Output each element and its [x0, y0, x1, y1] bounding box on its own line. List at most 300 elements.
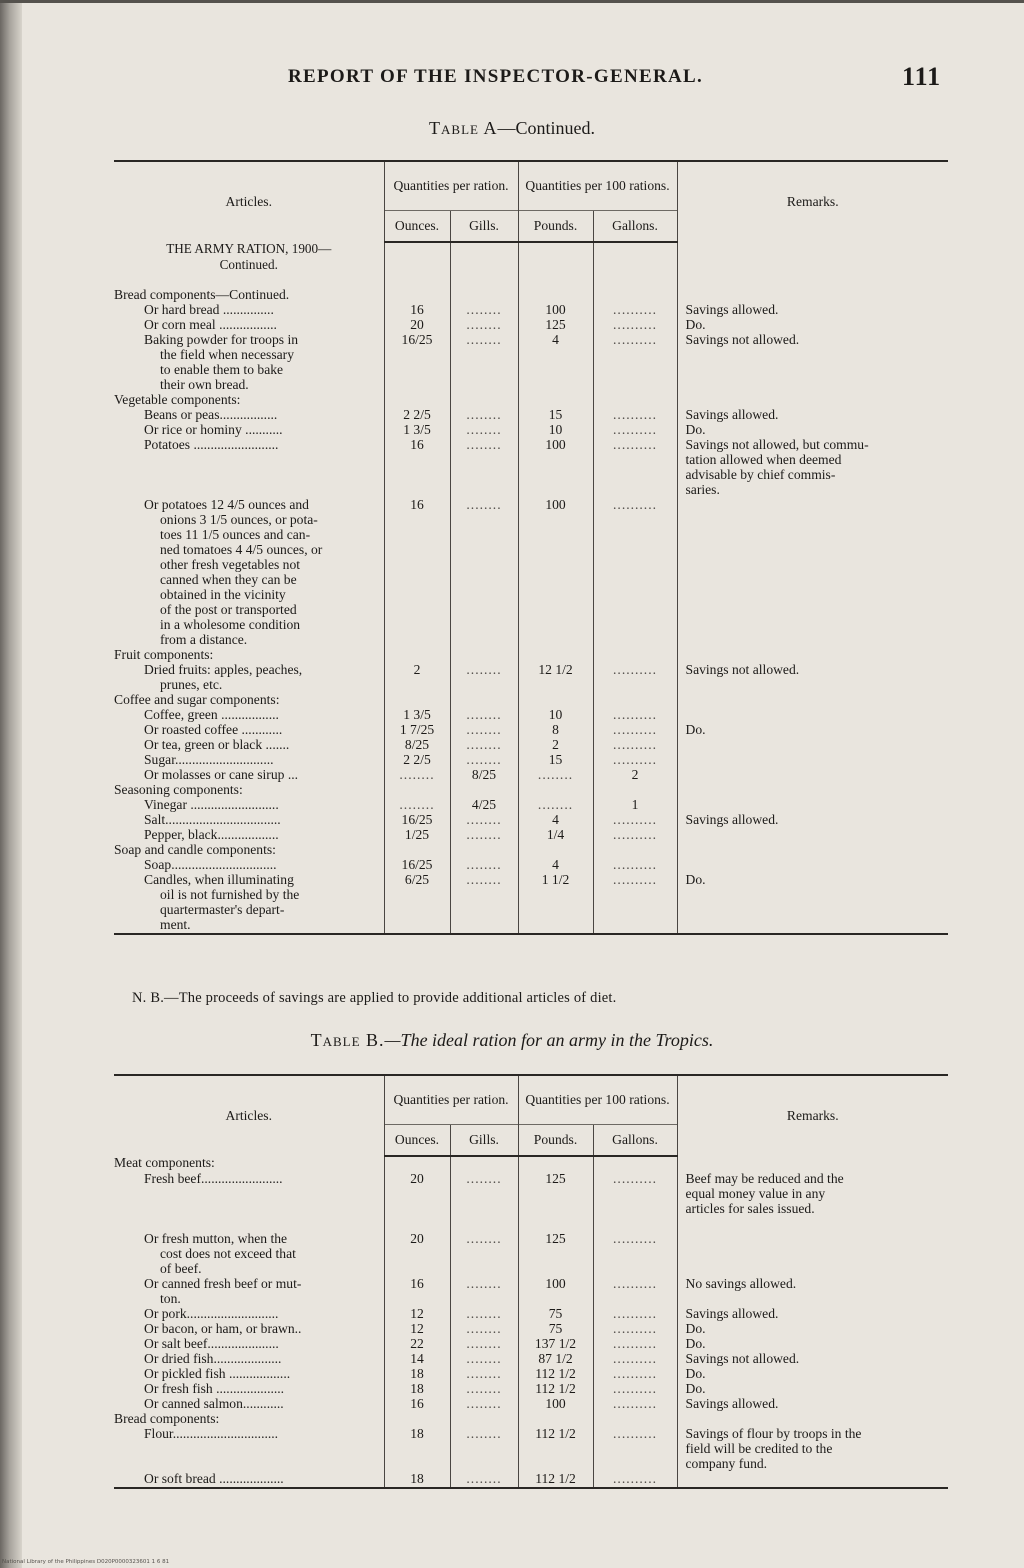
- running-title: REPORT OF THE INSPECTOR-GENERAL.: [288, 66, 704, 87]
- ounces-cell: 20: [384, 318, 450, 333]
- remarks-cell: [677, 648, 948, 663]
- gallons-cell: [593, 918, 677, 934]
- ounces-cell: 16/25: [384, 858, 450, 873]
- table-row: [114, 1262, 948, 1277]
- article-cell: [114, 273, 384, 288]
- gills-cell: [450, 393, 518, 408]
- gills-cell: ........: [450, 498, 518, 513]
- pounds-cell: [518, 693, 593, 708]
- gills-cell: ........: [450, 663, 518, 678]
- gills-cell: [450, 573, 518, 588]
- ounces-cell: 18: [384, 1367, 450, 1382]
- pounds-cell: [518, 1292, 593, 1307]
- remarks-cell: [677, 1232, 948, 1247]
- gallons-cell: ..........: [593, 1427, 677, 1442]
- ounces-cell: [384, 633, 450, 648]
- table-b-header-remarks: Remarks.: [677, 1075, 948, 1156]
- gills-cell: ........: [450, 1277, 518, 1292]
- article-cell: Continued.: [219, 257, 278, 272]
- gills-cell: ........: [450, 753, 518, 768]
- remarks-cell: [677, 588, 948, 603]
- table-b-header-gills: Gills.: [450, 1125, 518, 1157]
- ounces-cell: [384, 603, 450, 618]
- table-row: [114, 723, 948, 738]
- ounces-cell: [384, 903, 450, 918]
- table-a-header-ounces: Ounces.: [384, 211, 450, 243]
- remarks-cell: company fund.: [677, 1457, 948, 1472]
- pounds-cell: 112 1/2: [518, 1427, 593, 1442]
- remarks-cell: [677, 1472, 948, 1488]
- article-cell: of beef.: [160, 1261, 202, 1276]
- remarks-cell: [677, 273, 948, 288]
- gallons-cell: [593, 903, 677, 918]
- pounds-cell: 100: [518, 438, 593, 453]
- gills-cell: ........: [450, 438, 518, 453]
- table-row: [114, 558, 948, 573]
- table-row: [114, 858, 948, 873]
- remarks-cell: articles for sales issued.: [677, 1202, 948, 1217]
- pounds-cell: 112 1/2: [518, 1472, 593, 1488]
- gills-cell: ........: [450, 1307, 518, 1322]
- gallons-cell: [593, 558, 677, 573]
- article-cell: Baking powder for troops in: [144, 332, 299, 347]
- remarks-cell: [677, 858, 948, 873]
- gallons-cell: [593, 633, 677, 648]
- ounces-cell: 20: [384, 1172, 450, 1187]
- table-b-caption: [0, 1030, 1024, 1051]
- ounces-cell: 16: [384, 1277, 450, 1292]
- ounces-cell: 16: [384, 1397, 450, 1412]
- ounces-cell: [384, 918, 450, 934]
- gallons-cell: ..........: [593, 1352, 677, 1367]
- remarks-cell: Do.: [677, 1382, 948, 1397]
- article-cell: Dried fruits: apples, peaches,: [144, 662, 303, 677]
- gills-cell: 4/25: [450, 798, 518, 813]
- article-cell: Or pickled fish ..................: [144, 1366, 291, 1381]
- ounces-cell: [384, 1442, 450, 1457]
- pounds-cell: 12 1/2: [518, 663, 593, 678]
- gills-cell: ........: [450, 723, 518, 738]
- gallons-cell: [593, 678, 677, 693]
- article-cell: Flour...............................: [144, 1426, 279, 1441]
- pounds-cell: [518, 1412, 593, 1427]
- table-row: [114, 648, 948, 663]
- gallons-cell: [593, 1247, 677, 1262]
- table-b-header-per-ration: Quantities per ration.: [384, 1075, 518, 1125]
- article-cell: Or bacon, or ham, or brawn..: [144, 1321, 302, 1336]
- pounds-cell: 100: [518, 498, 593, 513]
- remarks-cell: [677, 738, 948, 753]
- table-a-caption: [0, 118, 1024, 139]
- gills-cell: ........: [450, 828, 518, 843]
- table-row: [114, 1172, 948, 1187]
- gills-cell: [450, 1187, 518, 1202]
- gallons-cell: ..........: [593, 1277, 677, 1292]
- article-cell: other fresh vegetables not: [160, 557, 301, 572]
- table-row: [114, 663, 948, 678]
- article-cell: Or pork...........................: [144, 1306, 279, 1321]
- table-a-header-remarks: Remarks.: [677, 161, 948, 242]
- remarks-cell: tation allowed when deemed: [677, 453, 948, 468]
- gills-cell: [450, 618, 518, 633]
- table-row: [114, 1337, 948, 1352]
- article-cell: Fruit components:: [114, 647, 214, 662]
- ounces-cell: [384, 363, 450, 378]
- table-row: [114, 678, 948, 693]
- article-cell: [114, 1187, 384, 1202]
- gills-cell: [450, 453, 518, 468]
- table-row: [114, 1322, 948, 1337]
- gills-cell: [450, 242, 518, 258]
- gallons-cell: ..........: [593, 723, 677, 738]
- gills-cell: [450, 363, 518, 378]
- pounds-cell: 15: [518, 753, 593, 768]
- table-row: [114, 273, 948, 288]
- remarks-cell: [677, 558, 948, 573]
- gills-cell: ........: [450, 1367, 518, 1382]
- pounds-cell: [518, 783, 593, 798]
- gills-cell: [450, 558, 518, 573]
- table-row: [114, 318, 948, 333]
- article-cell: Candles, when illuminating: [144, 872, 294, 887]
- article-cell: to enable them to bake: [160, 362, 284, 377]
- article-cell: [114, 468, 384, 483]
- pounds-cell: [518, 1247, 593, 1262]
- pounds-cell: [518, 678, 593, 693]
- table-a-header-per-100: Quantities per 100 rations.: [518, 161, 677, 211]
- gallons-cell: ..........: [593, 333, 677, 348]
- ounces-cell: [384, 1217, 450, 1232]
- ounces-cell: ........: [384, 798, 450, 813]
- table-a-header-gallons: Gallons.: [593, 211, 677, 243]
- table-row: [114, 543, 948, 558]
- remarks-cell: Do.: [677, 873, 948, 888]
- table-row: [114, 1202, 948, 1217]
- gills-cell: ........: [450, 708, 518, 723]
- gallons-cell: ..........: [593, 1367, 677, 1382]
- gills-cell: [450, 1457, 518, 1472]
- table-row: [114, 738, 948, 753]
- table-b: [114, 1074, 948, 1489]
- gallons-cell: ..........: [593, 1337, 677, 1352]
- table-row: [114, 603, 948, 618]
- pounds-cell: [518, 1187, 593, 1202]
- table-a-header-per-ration: Quantities per ration.: [384, 161, 518, 211]
- table-row: [114, 453, 948, 468]
- table-row: [114, 378, 948, 393]
- table-row: [114, 828, 948, 843]
- ounces-cell: 14: [384, 1352, 450, 1367]
- gallons-cell: ..........: [593, 708, 677, 723]
- pounds-cell: 75: [518, 1307, 593, 1322]
- remarks-cell: [677, 843, 948, 858]
- remarks-cell: Savings not allowed.: [677, 1352, 948, 1367]
- table-row: [114, 1397, 948, 1412]
- table-a-body: [114, 242, 948, 934]
- gills-cell: [450, 1262, 518, 1277]
- ounces-cell: [384, 843, 450, 858]
- remarks-cell: Savings not allowed.: [677, 333, 948, 348]
- gallons-cell: ..........: [593, 738, 677, 753]
- remarks-cell: [677, 783, 948, 798]
- remarks-cell: Savings allowed.: [677, 1307, 948, 1322]
- ounces-cell: [384, 1262, 450, 1277]
- gallons-cell: [593, 588, 677, 603]
- article-cell: of the post or transported: [160, 602, 297, 617]
- table-row: [114, 813, 948, 828]
- gallons-cell: [593, 393, 677, 408]
- remarks-cell: Savings allowed.: [677, 1397, 948, 1412]
- gallons-cell: [593, 453, 677, 468]
- table-row: [114, 528, 948, 543]
- gallons-cell: 2: [593, 768, 677, 783]
- table-row: [114, 288, 948, 303]
- remarks-cell: advisable by chief commis-: [677, 468, 948, 483]
- gallons-cell: [593, 288, 677, 303]
- ounces-cell: 1 3/5: [384, 423, 450, 438]
- table-row: [114, 1187, 948, 1202]
- table-row: [114, 588, 948, 603]
- pounds-cell: 10: [518, 708, 593, 723]
- gallons-cell: [593, 1412, 677, 1427]
- remarks-cell: Do.: [677, 723, 948, 738]
- article-cell: [114, 1457, 384, 1472]
- table-b-header-per-100: Quantities per 100 rations.: [518, 1075, 677, 1125]
- remarks-cell: saries.: [677, 483, 948, 498]
- remarks-cell: [677, 903, 948, 918]
- table-a-header-gills: Gills.: [450, 211, 518, 243]
- ounces-cell: [384, 1247, 450, 1262]
- ounces-cell: 1 3/5: [384, 708, 450, 723]
- article-cell: Fresh beef........................: [144, 1171, 283, 1186]
- ounces-cell: 18: [384, 1472, 450, 1488]
- gills-cell: ........: [450, 1232, 518, 1247]
- pounds-cell: [518, 543, 593, 558]
- pounds-cell: 4: [518, 813, 593, 828]
- gills-cell: 8/25: [450, 768, 518, 783]
- gallons-cell: [593, 378, 677, 393]
- article-cell: oil is not furnished by the: [160, 887, 300, 902]
- gills-cell: ........: [450, 1172, 518, 1187]
- pounds-cell: [518, 258, 593, 273]
- remarks-cell: field will be credited to the: [677, 1442, 948, 1457]
- ounces-cell: [384, 543, 450, 558]
- gills-cell: [450, 918, 518, 934]
- table-row: [114, 918, 948, 934]
- table-row: [114, 1217, 948, 1232]
- article-cell: Seasoning components:: [114, 782, 243, 797]
- table-b-caption-lead: Table B.: [310, 1030, 385, 1050]
- table-row: [114, 498, 948, 513]
- ounces-cell: [384, 288, 450, 303]
- table-row: [114, 1427, 948, 1442]
- table-row: [114, 798, 948, 813]
- gallons-cell: [593, 258, 677, 273]
- pounds-cell: [518, 468, 593, 483]
- gills-cell: [450, 1442, 518, 1457]
- article-cell: Meat components:: [114, 1155, 215, 1170]
- table-row: [114, 258, 948, 273]
- savings-note: N. B.—The proceeds of savings are applied to provide additional articles of diet.: [132, 990, 617, 1006]
- table-row: [114, 423, 948, 438]
- gills-cell: [450, 1412, 518, 1427]
- archive-footer: National Library of the Philippines D020P0000323601 1 6 81: [2, 1559, 170, 1565]
- remarks-cell: equal money value in any: [677, 1187, 948, 1202]
- ounces-cell: 2: [384, 663, 450, 678]
- gallons-cell: ..........: [593, 1382, 677, 1397]
- pounds-cell: 10: [518, 423, 593, 438]
- remarks-cell: [677, 573, 948, 588]
- gills-cell: [450, 888, 518, 903]
- table-b-header-gallons: Gallons.: [593, 1125, 677, 1157]
- table-a-header-articles: Articles.: [114, 161, 384, 242]
- ounces-cell: [384, 888, 450, 903]
- article-cell: [114, 483, 384, 498]
- article-cell: Or fresh mutton, when the: [144, 1231, 288, 1246]
- ounces-cell: [384, 1292, 450, 1307]
- gallons-cell: [593, 1457, 677, 1472]
- ounces-cell: 1 7/25: [384, 723, 450, 738]
- table-row: [114, 768, 948, 783]
- article-cell: Vinegar ..........................: [144, 797, 279, 812]
- remarks-cell: [677, 513, 948, 528]
- gills-cell: [450, 783, 518, 798]
- table-row: [114, 363, 948, 378]
- pounds-cell: [518, 1202, 593, 1217]
- pounds-cell: [518, 1442, 593, 1457]
- pounds-cell: [518, 1457, 593, 1472]
- ounces-cell: [384, 1457, 450, 1472]
- article-cell: Or canned fresh beef or mut-: [144, 1276, 302, 1291]
- gallons-cell: ..........: [593, 1472, 677, 1488]
- table-b-header-ounces: Ounces.: [384, 1125, 450, 1157]
- gallons-cell: [593, 273, 677, 288]
- gallons-cell: [593, 693, 677, 708]
- gallons-cell: ..........: [593, 1307, 677, 1322]
- gallons-cell: ..........: [593, 423, 677, 438]
- remarks-cell: Do.: [677, 1322, 948, 1337]
- article-cell: THE ARMY RATION, 1900—: [166, 241, 332, 256]
- remarks-cell: [677, 918, 948, 934]
- pounds-cell: 1 1/2: [518, 873, 593, 888]
- gallons-cell: 1: [593, 798, 677, 813]
- remarks-cell: [677, 543, 948, 558]
- ounces-cell: 16/25: [384, 333, 450, 348]
- article-cell: ton.: [160, 1291, 181, 1306]
- gallons-cell: [593, 603, 677, 618]
- gills-cell: [450, 843, 518, 858]
- table-b-header-articles: Articles.: [114, 1075, 384, 1156]
- gallons-cell: [593, 363, 677, 378]
- pounds-cell: [518, 288, 593, 303]
- table-row: [114, 393, 948, 408]
- article-cell: [114, 1202, 384, 1217]
- remarks-cell: Savings not allowed, but commu-: [677, 438, 948, 453]
- table-row: [114, 348, 948, 363]
- ounces-cell: 16: [384, 438, 450, 453]
- pounds-cell: 112 1/2: [518, 1367, 593, 1382]
- ounces-cell: [384, 648, 450, 663]
- gills-cell: [450, 588, 518, 603]
- gallons-cell: ..........: [593, 303, 677, 318]
- article-cell: Sugar.............................: [144, 752, 274, 767]
- ounces-cell: [384, 783, 450, 798]
- remarks-cell: [677, 1262, 948, 1277]
- pounds-cell: 4: [518, 858, 593, 873]
- table-row: [114, 1382, 948, 1397]
- gallons-cell: [593, 242, 677, 258]
- gallons-cell: [593, 573, 677, 588]
- ounces-cell: [384, 588, 450, 603]
- gallons-cell: ..........: [593, 858, 677, 873]
- pounds-cell: [518, 633, 593, 648]
- table-row: [114, 242, 948, 258]
- remarks-cell: [677, 678, 948, 693]
- pounds-cell: [518, 378, 593, 393]
- pounds-cell: 100: [518, 1277, 593, 1292]
- remarks-cell: Do.: [677, 1337, 948, 1352]
- remarks-cell: [677, 618, 948, 633]
- gills-cell: ........: [450, 1472, 518, 1488]
- gills-cell: [450, 1156, 518, 1172]
- table-row: [114, 1352, 948, 1367]
- remarks-cell: [677, 378, 948, 393]
- table-row: [114, 633, 948, 648]
- gills-cell: ........: [450, 408, 518, 423]
- table-a-header-pounds: Pounds.: [518, 211, 593, 243]
- table-row: [114, 408, 948, 423]
- gallons-cell: [593, 348, 677, 363]
- pounds-cell: [518, 903, 593, 918]
- table-a-caption-lead: Table A: [429, 118, 498, 138]
- running-header: [0, 62, 1024, 96]
- ounces-cell: 16: [384, 498, 450, 513]
- gills-cell: ........: [450, 1322, 518, 1337]
- table-row: [114, 303, 948, 318]
- pounds-cell: 8: [518, 723, 593, 738]
- pounds-cell: [518, 843, 593, 858]
- gills-cell: [450, 513, 518, 528]
- article-cell: [114, 453, 384, 468]
- table-row: [114, 1307, 948, 1322]
- gills-cell: [450, 528, 518, 543]
- remarks-cell: [677, 633, 948, 648]
- article-cell: in a wholesome condition: [160, 617, 301, 632]
- pounds-cell: [518, 1262, 593, 1277]
- pounds-cell: [518, 918, 593, 934]
- article-cell: toes 11 1/5 ounces and can-: [160, 527, 311, 542]
- gills-cell: [450, 903, 518, 918]
- article-cell: from a distance.: [160, 632, 248, 647]
- gallons-cell: [593, 843, 677, 858]
- pounds-cell: [518, 618, 593, 633]
- remarks-cell: Beef may be reduced and the: [677, 1172, 948, 1187]
- gallons-cell: [593, 1217, 677, 1232]
- ounces-cell: [384, 242, 450, 258]
- gallons-cell: ..........: [593, 813, 677, 828]
- ounces-cell: [384, 678, 450, 693]
- gills-cell: [450, 603, 518, 618]
- gallons-cell: [593, 888, 677, 903]
- ounces-cell: [384, 453, 450, 468]
- table-row: [114, 903, 948, 918]
- article-cell: Potatoes .........................: [144, 437, 279, 452]
- ounces-cell: [384, 558, 450, 573]
- remarks-cell: Savings allowed.: [677, 408, 948, 423]
- ounces-cell: 1/25: [384, 828, 450, 843]
- gallons-cell: ..........: [593, 1172, 677, 1187]
- table-row: [114, 1292, 948, 1307]
